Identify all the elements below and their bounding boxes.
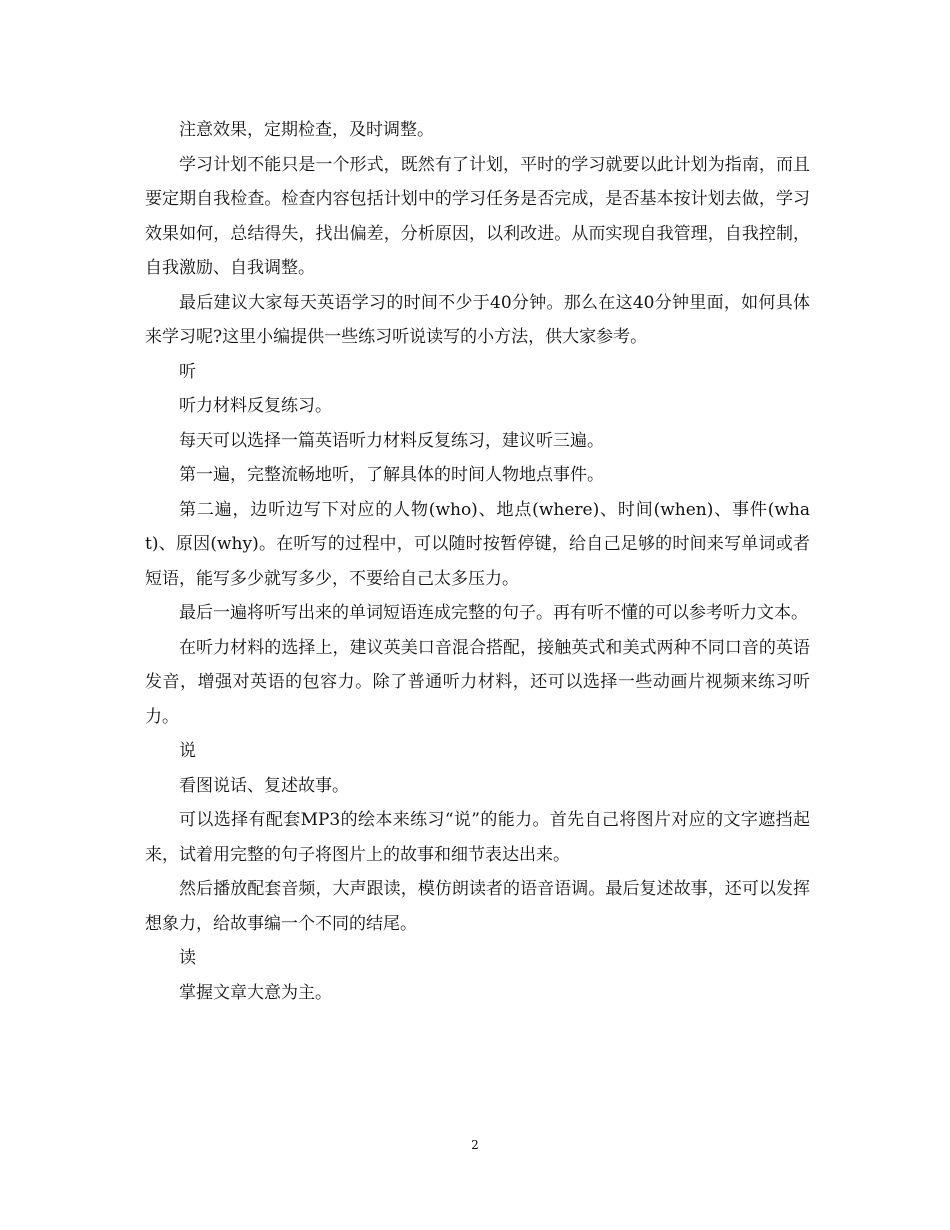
paragraph: 掌握文章大意为主。 bbox=[179, 982, 332, 1003]
section-heading-read: 读 bbox=[179, 948, 196, 968]
paragraph: 看图说话、复述故事。 bbox=[179, 775, 349, 796]
paragraph: 第一遍，完整流畅地听，了解具体的时间人物地点事件。 bbox=[179, 465, 604, 485]
paragraph: 最后建议大家每天英语学习的时间不少于40分钟。那么在这40分钟里面，如何具体来学习呢?这里小编提供一些练习听说读写的小方法，供大家参考。 bbox=[145, 292, 810, 347]
page-number: 2 bbox=[471, 1138, 479, 1152]
paragraph: 注意效果，定期检查，及时调整。 bbox=[179, 120, 434, 140]
section-heading-speak: 说 bbox=[179, 741, 196, 761]
paragraph: 每天可以选择一篇英语听力材料反复练习，建议听三遍。 bbox=[179, 430, 604, 451]
paragraph: 听力材料反复练习。 bbox=[179, 396, 332, 416]
paragraph: 第二遍，边听边写下对应的人物(who)、地点(where)、时间(when)、事件(what)、原因(why)。在听写的过程中，可以随时按暂停键，给自己足够的时间来写单词或者短语，能写多少就写多少，不要给自己太多压力。 bbox=[145, 499, 810, 589]
section-heading-listen: 听 bbox=[179, 361, 196, 382]
paragraph: 可以选择有配套MP3的绘本来练习“说”的能力。首先自己将图片对应的文字遮挡起来，试着用完整的句子将图片上的故事和细节表达出来。 bbox=[145, 810, 810, 865]
paragraph: 最后一遍将听写出来的单词短语连成完整的句子。再有听不懂的可以参考听力文本。 bbox=[179, 603, 808, 623]
paragraph: 然后播放配套音频，大声跟读，模仿朗读者的语音语调。最后复述故事，还可以发挥想象力，给故事编一个不同的结尾。 bbox=[145, 879, 810, 934]
paragraph: 学习计划不能只是一个形式，既然有了计划，平时的学习就要以此计划为指南，而且要定期自我检查。检查内容包括计划中的学习任务是否完成，是否基本按计划去做，学习效果如何，总结得失，找出偏差，分析原因，以利改进。从而实现自我管理，自我控制，自我激励、自我调整。 bbox=[145, 154, 810, 278]
document-body bbox=[145, 113, 810, 1010]
paragraph: 在听力材料的选择上，建议英美口音混合搭配，接触英式和美式两种不同口音的英语发音，增强对英语的包容力。除了普通听力材料，还可以选择一些动画片视频来练习听力。 bbox=[145, 637, 810, 727]
